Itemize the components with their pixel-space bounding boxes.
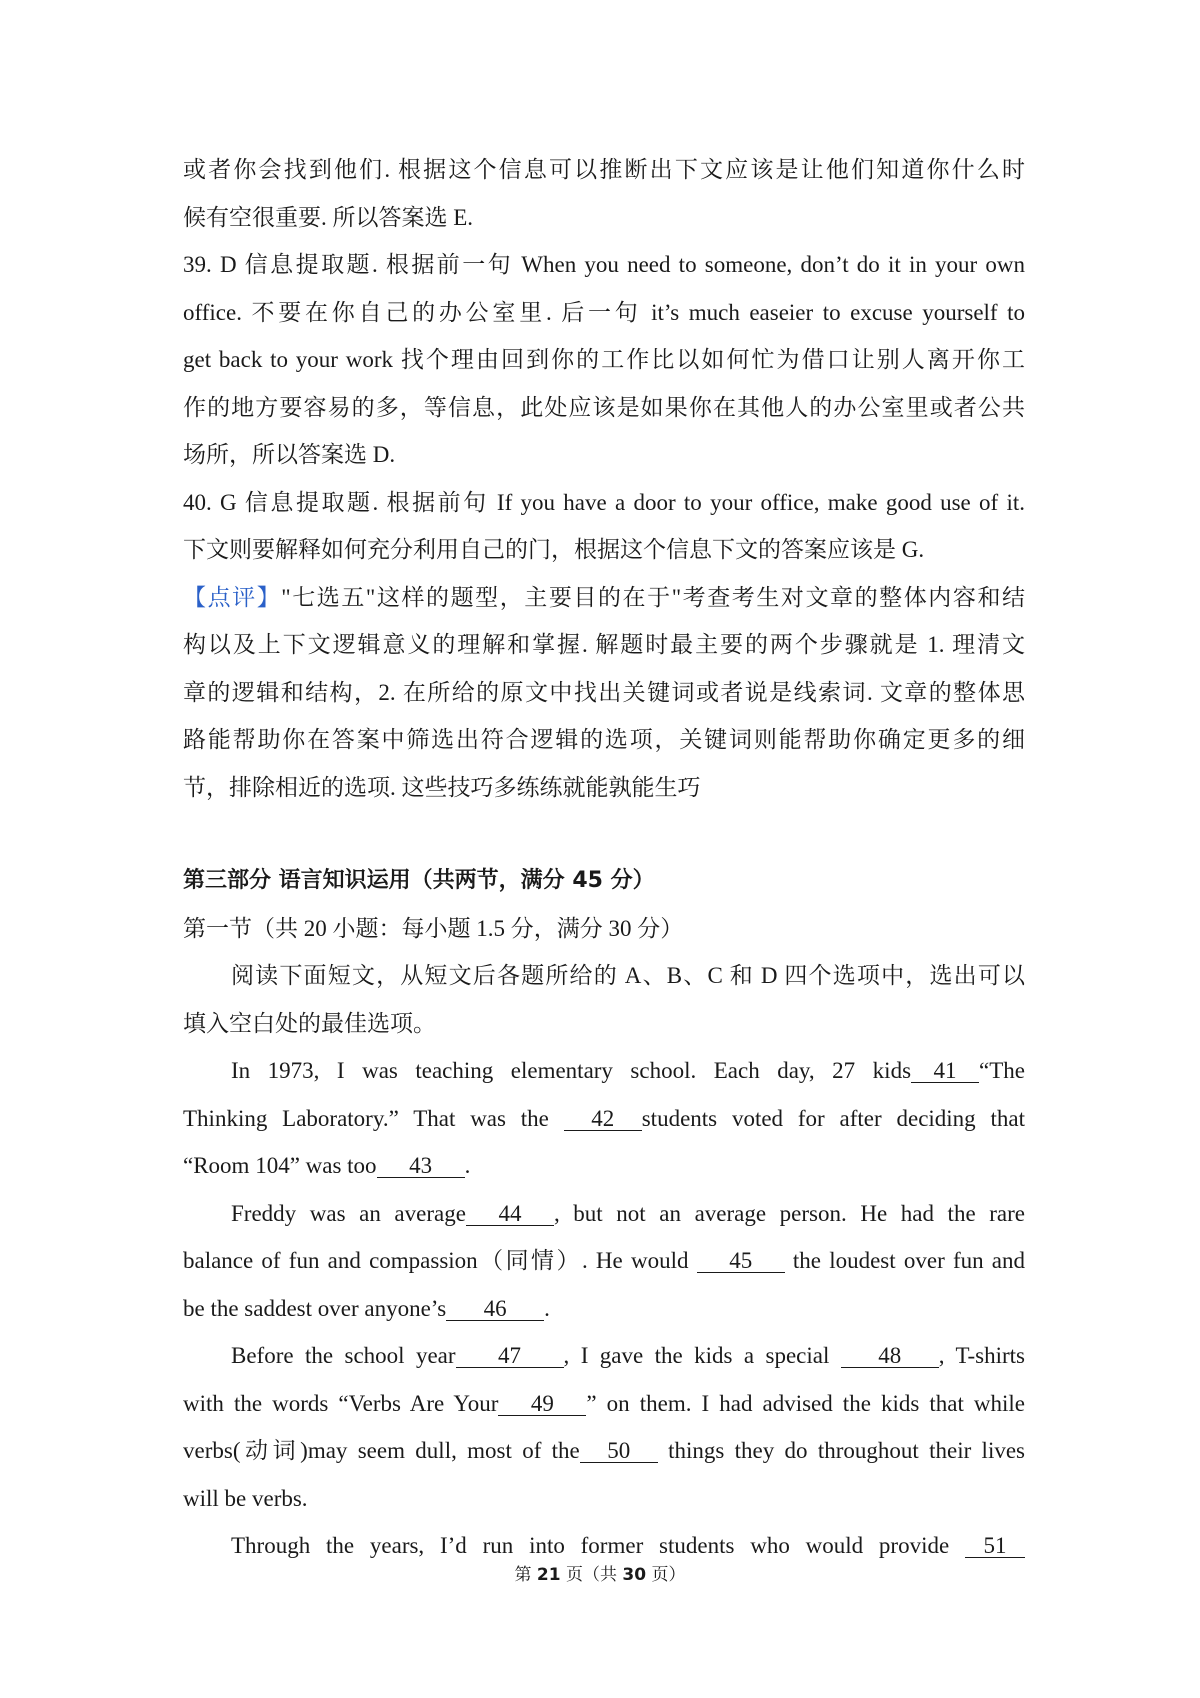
text-line: office. 不要在你自己的办公室里. 后一句 it’s much easeier to excuse yourself to — [183, 299, 1025, 325]
passage-text: Thinking Laboratory.” That was the — [183, 1105, 549, 1131]
footer-text: 页（共 — [560, 1565, 623, 1585]
passage-line — [183, 1142, 1025, 1190]
passage-line — [183, 1095, 1025, 1143]
passage-line — [183, 1047, 1025, 1095]
passage-text: , T-shirts — [938, 1343, 1025, 1368]
footer-text: 第 — [514, 1565, 537, 1585]
text-line: 下文则要解释如何充分利用自己的门，根据这个信息下文的答案应该是 G. — [183, 537, 925, 562]
comment-line: 章的逻辑和结构，2. 在所给的原文中找出关键词或者说是线索词. 文章的整体思 — [183, 679, 1025, 705]
section-heading: 第三部分 语言知识运用（共两节，满分 45 分） — [183, 868, 655, 893]
blank-41: 41 — [911, 1060, 979, 1083]
passage-line — [183, 1427, 1025, 1475]
passage-line — [183, 1285, 1025, 1333]
page-footer — [0, 1560, 1200, 1585]
blank-46: 46 — [446, 1298, 544, 1321]
passage-line — [183, 1190, 1025, 1238]
text-line: 候有空很重要. 所以答案选 E. — [183, 204, 474, 230]
comment-text: "七选五"这样的题型，主要目的在于"考查考生对文章的整体内容和结 — [281, 584, 1026, 610]
blank-50: 50 — [580, 1440, 658, 1463]
section-subheading: 第一节（共 20 小题：每小题 1.5 分，满分 30 分） — [183, 915, 684, 941]
passage-text: In 1973, I was teaching elementary school. Each day, 27 kids — [231, 1058, 912, 1083]
passage-text: . — [464, 1153, 471, 1178]
page-number: 21 — [536, 1565, 561, 1585]
text-line: 场所，所以答案选 D. — [183, 442, 396, 467]
passage-text: Through the years, I’d run into former students who would provide — [231, 1533, 950, 1558]
comment-line: 节，排除相近的选项. 这些技巧多练练就能孰能生巧 — [183, 774, 701, 800]
passage-text: , I gave the kids a special — [563, 1343, 830, 1368]
footer-text: 页） — [646, 1565, 686, 1585]
spacer — [183, 811, 1025, 857]
passage-text: students voted for after deciding that — [641, 1105, 1026, 1131]
comment-line: 构以及上下文逻辑意义的理解和掌握. 解题时最主要的两个步骤就是 1. 理清文 — [183, 632, 1025, 657]
text-line: 或者你会找到他们. 根据这个信息可以推断出下文应该是让他们知道你什么时 — [183, 157, 1025, 182]
blank-43: 43 — [377, 1155, 465, 1178]
comment-tag: 【点评】 — [183, 584, 282, 610]
passage-text: . — [544, 1295, 550, 1321]
comment-line — [183, 574, 1025, 622]
passage-text: Freddy was an average — [231, 1200, 466, 1226]
passage-text: ” on them. I had advised the kids that while — [586, 1390, 1025, 1416]
passage-text: be the saddest over anyone’s — [183, 1295, 447, 1321]
passage-text: verbs(动词)may seem dull, most of the — [183, 1438, 580, 1463]
blank-45: 45 — [697, 1250, 785, 1273]
text-line: 40. G 信息提取题. 根据前句 If you have a door to your office, make good use of it. — [183, 489, 1025, 515]
instruction-line: 填入空白处的最佳选项。 — [183, 1010, 436, 1036]
total-pages: 30 — [622, 1565, 647, 1585]
passage-text: , but not an average person. He had the rare — [553, 1200, 1025, 1226]
passage-text: with the words “Verbs Are Your — [183, 1390, 499, 1416]
blank-51: 51 — [965, 1535, 1025, 1558]
blank-42: 42 — [564, 1108, 642, 1131]
page-content — [183, 146, 1025, 1570]
passage-text: “The — [979, 1058, 1025, 1083]
text-line: 39. D 信息提取题. 根据前一句 When you need to someone, don’t do it in your own — [183, 252, 1025, 277]
blank-48: 48 — [841, 1345, 939, 1368]
passage-text: balance of fun and compassion（同情）. He would — [183, 1248, 689, 1273]
blank-49: 49 — [498, 1393, 586, 1416]
blank-47: 47 — [456, 1345, 564, 1368]
passage-text: the loudest over fun and — [792, 1248, 1026, 1273]
passage-text: Before the school year — [231, 1343, 456, 1368]
blank-44: 44 — [466, 1203, 554, 1226]
passage-text: things they do throughout their lives — [668, 1438, 1025, 1463]
text-line: get back to your work 找个理由回到你的工作比以如何忙为借口让别人离开你工 — [183, 347, 1025, 372]
passage-line — [183, 1332, 1025, 1380]
passage-line — [183, 1380, 1025, 1428]
passage-line: will be verbs. — [183, 1485, 308, 1511]
instruction-line: 阅读下面短文，从短文后各题所给的 A、B、C 和 D 四个选项中，选出可以 — [231, 963, 1025, 988]
comment-line: 路能帮助你在答案中筛选出符合逻辑的选项，关键词则能帮助你确定更多的细 — [183, 727, 1025, 752]
passage-text: “Room 104” was too — [183, 1153, 377, 1178]
text-line: 作的地方要容易的多，等信息，此处应该是如果你在其他人的办公室里或者公共 — [183, 394, 1025, 420]
passage-line — [183, 1237, 1025, 1285]
